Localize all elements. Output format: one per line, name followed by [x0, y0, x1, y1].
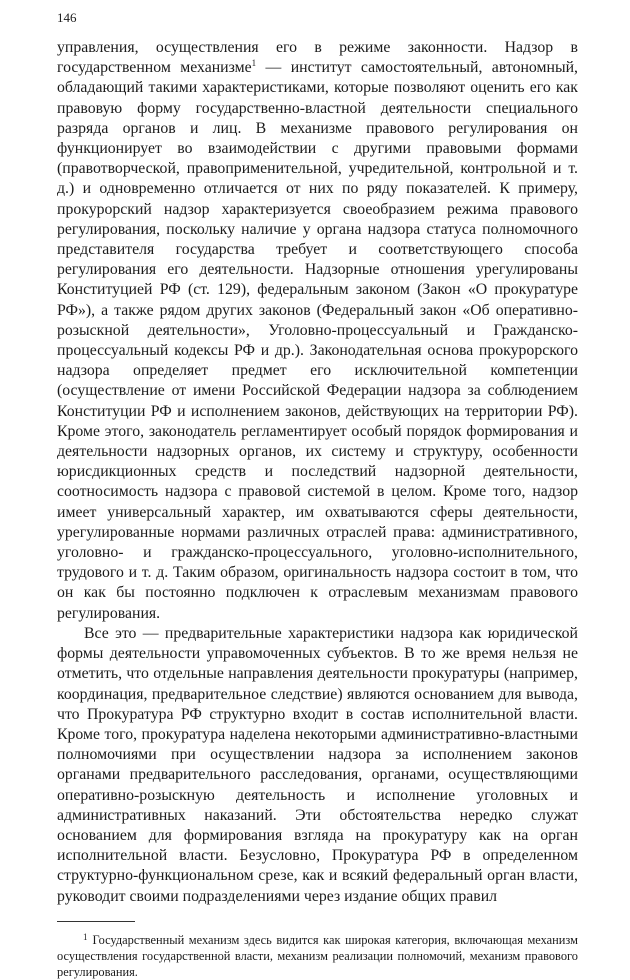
footnote-reference: 1 — [251, 58, 257, 69]
page-number: 146 — [57, 10, 77, 25]
paragraph-1 — [57, 38, 578, 624]
footnote-marker: 1 — [83, 931, 88, 942]
book-page — [57, 10, 578, 980]
footnote-text: Государственный механизм здесь видится как широкая категория, включающая механизм осуществления государственной власти, механизм реализации полномочий, механизм правового регулирования. — [57, 932, 578, 979]
paragraph-1-text-start: управления, осуществления его в режиме законности. Надзор в государственном механизме — [57, 39, 578, 77]
footnote — [57, 932, 578, 980]
main-text — [57, 38, 578, 907]
paragraph-1-text-end: — институт самостоятельный, автономный, обладающий такими характеристиками, которые позволяют оценить его как правовую форму государственно-властной деятельности специального разряда органов и лиц. В механизме правового регулирования он функционирует во взаимодействии с другими правовыми формами (правотворческой, правоприменительной, учредительной, контрольной и т. д.) и одновременно отличается от них по ряду показателей. К примеру, прокурорский надзор характеризуется своеобразием режима правового регулирования, поскольку наличие у органа надзора статуса полномочного представителя государства требует и соответствующего способа регулирования его деятельности. Надзорные отношения урегулированы Конституцией РФ (ст. 129), федеральным законом (Закон «О прокуратуре РФ»), а также рядом других законов (Федеральный закон «Об оперативно-розыскной деятельности», Уголовно-процессуальный и Гражданско-процессуальный кодексы РФ и др.). Законодательная основа прокурорского надзора определяет предмет его исключительной компетенции (осуществление от имени Российской Федерации надзора за соблюдением Конституции РФ и исполнением законов, действующих на территории РФ). Кроме этого, законодатель регламентирует особый порядок формирования и деятельности надзорных органов, их систему и структуру, особенности юрисдикционных средств и последствий надзорной деятельности, соотносимость надзора с правовой системой в целом. Кроме того, надзор имеет универсальный характер, им охватываются сферы деятельности, урегулированные нормами различных отраслей права: административного, уголовно- и гражданско-процессуального, уголовно-исполнительного, трудового и т. д. Таким образом, оригинальность надзора состоит в том, что он как бы постоянно подключен к отраслевым механизмам правового регулирования. — [57, 59, 578, 622]
paragraph-2: Все это — предварительные характеристики надзора как юридической формы деятельности управомоченных субъектов. В то же время нельзя не отметить, что отдельные направления деятельности прокуратуры (например, координация, предварительное следствие) являются основанием для вывода, что Прокуратура РФ структурно входит в состав исполнительной власти. Кроме того, прокуратура наделена некоторыми административно-властными полномочиями при осуществлении надзора за исполнением законов органами предварительного расследования, органами, осуществляющими оперативно-розыскную деятельность и исполнение уголовных и административных наказаний. Эти обстоятельства нередко служат основанием для формирования взгляда на прокуратуру как на орган исполнительной власти. Безусловно, Прокуратура РФ в определенном структурно-функциональном срезе, как и всякий федеральный орган власти, руководит своими подразделениями через издание общих правил — [57, 624, 578, 905]
footnote-divider — [57, 921, 135, 922]
